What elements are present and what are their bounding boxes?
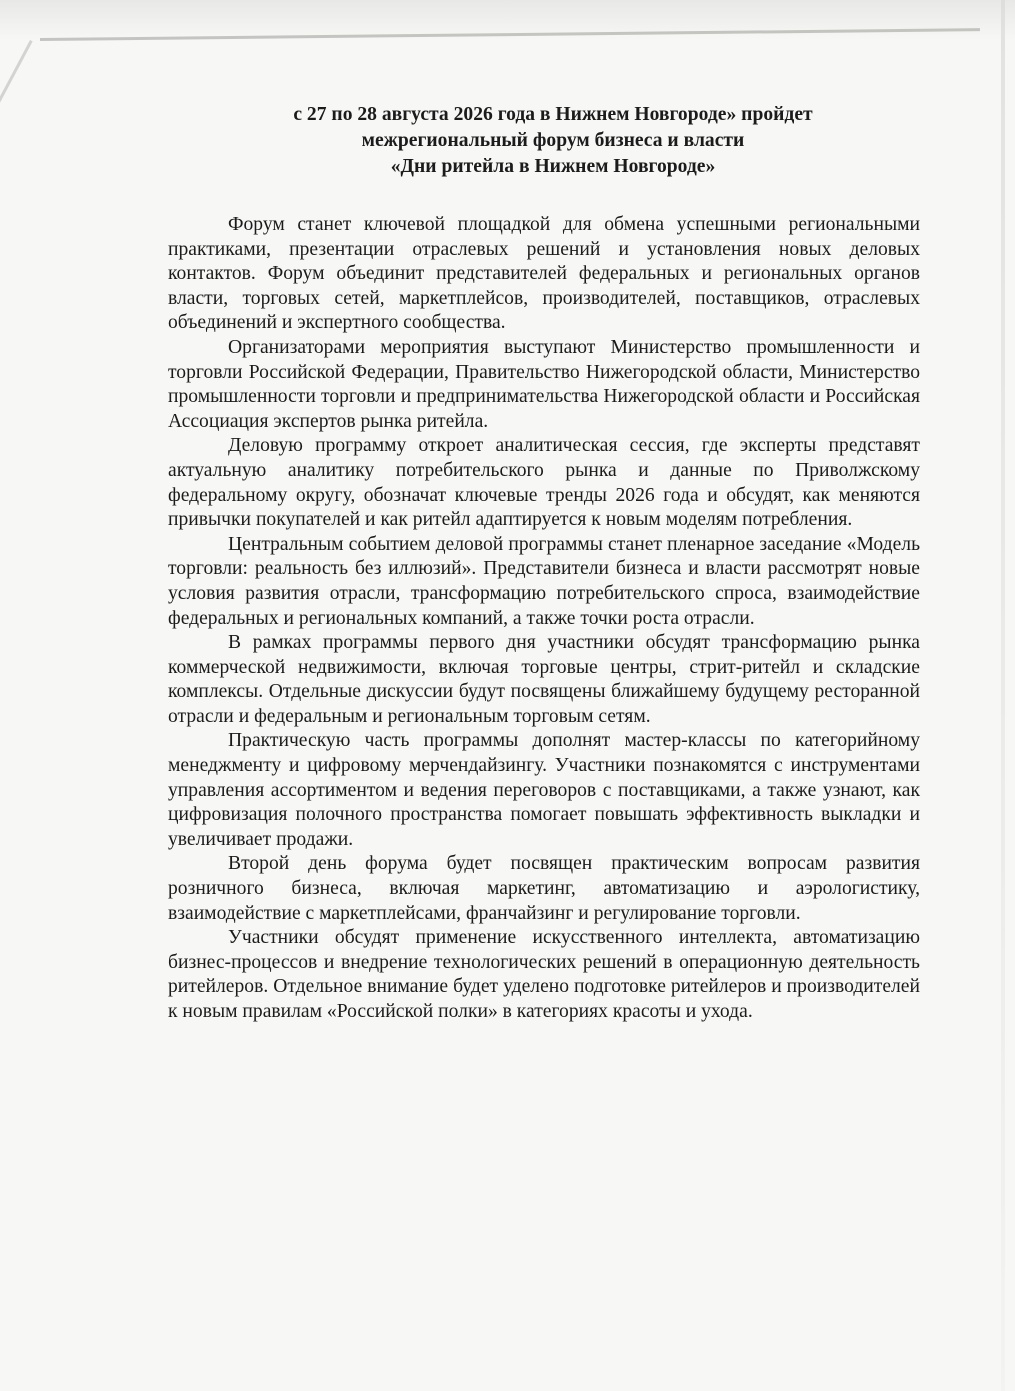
document-title xyxy=(168,102,920,180)
document-body xyxy=(168,102,920,1025)
title-line-1: с 27 по 28 августа 2026 года в Нижнем Новгороде» пройдет xyxy=(293,104,813,125)
paragraph-6: Практическую часть программы дополнят мастер-классы по категорийному менеджменту и цифровому мерчендайзингу. Участники познакомятся с инструментами управления ассортиментом и ведения переговоров с поставщиками, а также узнают, как цифровизация полочного пространства помогает повышать эффективность выкладки и увеличивает продажи. xyxy=(168,730,920,850)
paragraph-4: Центральным событием деловой программы станет пленарное заседание «Модель торговли: реальность без иллюзий». Представители бизнеса и власти рассмотрят новые условия развития отрасли, трансформацию потребительского спроса, взаимодействие федеральных и региональных компаний, а также точки роста отрасли. xyxy=(168,533,920,629)
title-line-3: «Дни ритейла в Нижнем Новгороде» xyxy=(390,156,716,177)
paragraph-1: Форум станет ключевой площадкой для обмена успешными региональными практиками, презентации отраслевых решений и установления новых деловых контактов. Форум объединит представителей федеральных и региональных органов власти, торговых сетей, маркетплейсов, производителей, поставщиков, отраслевых объединений и экспертного сообщества. xyxy=(168,214,920,334)
title-line-2: межрегиональный форум бизнеса и власти xyxy=(361,130,745,151)
paragraph-8: Участники обсудят применение искусственного интеллекта, автоматизацию бизнес-процессов и внедрение технологических решений в операционную деятельность ритейлеров. Отдельное внимание будет уделено подготовке ритейлеров и производителей к новым правилам «Российской полки» в категориях красоты и ухода. xyxy=(168,927,920,1022)
scan-paper-corner xyxy=(0,40,33,200)
paragraph-7: Второй день форума будет посвящен практическим вопросам развития розничного бизнеса, включая маркетинг, автоматизацию и аэрологистику, взаимодействие с маркетплейсами, франчайзинг и регулирование торговли. xyxy=(168,853,920,924)
paragraph-3: Деловую программу откроет аналитическая сессия, где эксперты представят актуальную аналитику потребительского рынка и данные по Приволжскому федеральному округу, обозначат ключевые тренды 2026 года и обсудят, как меняются привычки покупателей и как ритейл адаптируется к новым моделям потребления. xyxy=(168,435,920,531)
scan-shadow-right xyxy=(1001,0,1005,1391)
paragraph-5: В рамках программы первого дня участники обсудят трансформацию рынка коммерческой недвижимости, включая торговые центры, стрит-ритейл и складские комплексы. Отдельные дискуссии будут посвящены ближайшему будущему ресторанной отрасли и федеральным и региональным торговым сетям. xyxy=(168,632,920,727)
paragraph-2: Организаторами мероприятия выступают Министерство промышленности и торговли Российской Федерации, Правительство Нижегородской области, Министерство промышленности торговли и предпринимательства Нижегородской области и Российская Ассоциация экспертов рынка ритейла. xyxy=(168,336,920,432)
